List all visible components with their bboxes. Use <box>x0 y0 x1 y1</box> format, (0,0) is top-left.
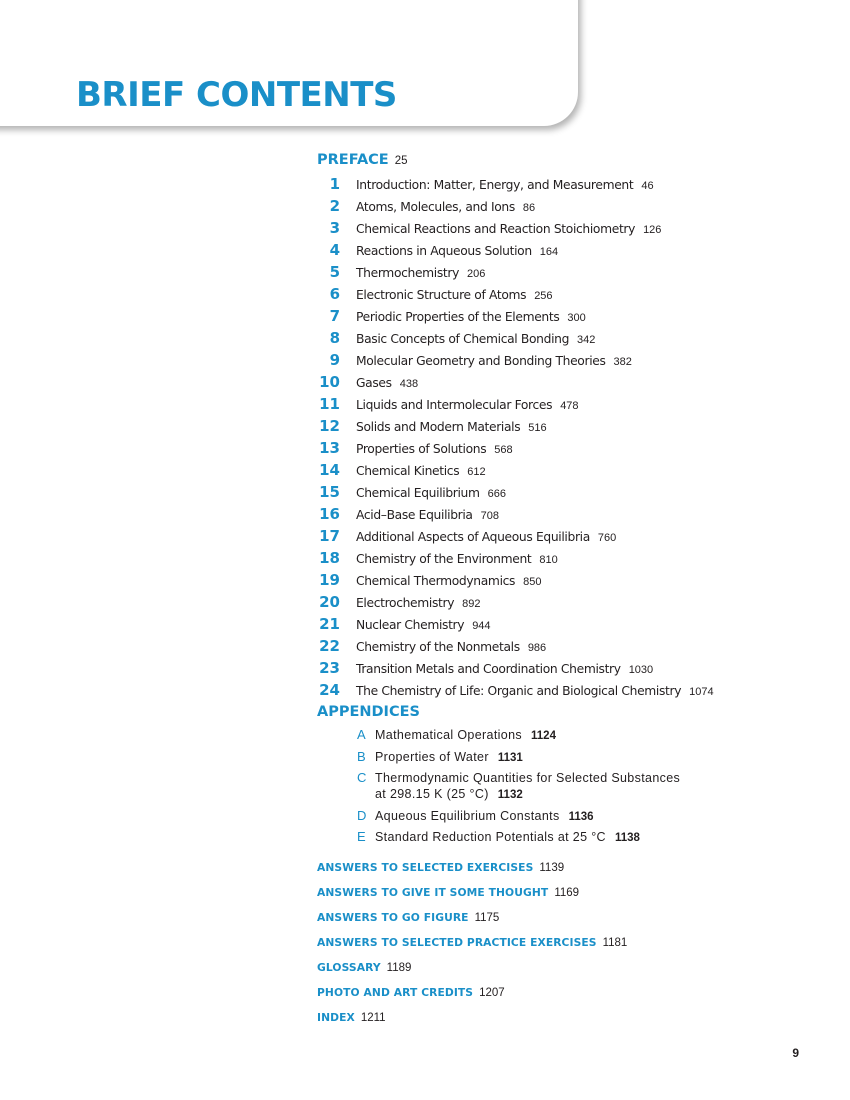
appendix-title-block <box>375 770 680 803</box>
chapter-number: 24 <box>319 681 340 699</box>
chapter-entry-24[interactable] <box>317 679 837 701</box>
appendix-title: Thermodynamic Quantities for Selected Substances <box>375 771 681 786</box>
back-matter-answers-to-selected-practice-exercises[interactable] <box>317 934 837 959</box>
appendix-page: 1131 <box>497 751 523 764</box>
chapter-title: Atoms, Molecules, and Ions <box>356 200 515 214</box>
chapter-number: 4 <box>329 241 340 259</box>
chapter-entry-8[interactable] <box>317 327 837 349</box>
preface-entry[interactable] <box>317 150 837 170</box>
chapter-entry-5[interactable] <box>317 261 837 283</box>
chapter-entry-1[interactable] <box>317 173 837 195</box>
chapter-page: 708 <box>480 510 499 522</box>
chapter-page: 382 <box>613 356 632 368</box>
appendix-title: Mathematical Operations <box>375 728 523 742</box>
chapter-page: 986 <box>527 642 547 654</box>
back-matter-glossary[interactable] <box>317 959 837 984</box>
back-matter-label: ANSWERS TO GIVE IT SOME THOUGHT <box>317 886 549 900</box>
chapter-page: 666 <box>487 488 506 500</box>
preface-page: 25 <box>394 155 408 167</box>
chapter-number: 11 <box>319 395 340 413</box>
appendix-entry-e[interactable] <box>357 829 837 846</box>
back-matter-label: INDEX <box>317 1011 355 1025</box>
chapter-title: Electrochemistry <box>356 596 455 610</box>
chapter-number: 9 <box>329 351 340 369</box>
chapter-page: 892 <box>462 598 481 610</box>
chapter-number: 18 <box>319 549 340 567</box>
chapter-title: Electronic Structure of Atoms <box>356 288 527 302</box>
back-matter-answers-to-go-figure[interactable] <box>317 909 837 934</box>
chapter-page: 612 <box>467 466 486 478</box>
back-matter-page: 1207 <box>479 987 505 1000</box>
back-matter-index[interactable] <box>317 1009 837 1034</box>
appendix-letter: C <box>357 770 367 786</box>
back-matter-list <box>317 859 837 1034</box>
chapter-number: 17 <box>319 527 340 545</box>
appendix-letter: B <box>357 748 366 764</box>
chapter-entry-13[interactable] <box>317 437 837 459</box>
appendix-page: 1124 <box>531 730 556 742</box>
chapter-title: The Chemistry of Life: Organic and Biological Chemistry <box>356 684 682 698</box>
chapter-title: Transition Metals and Coordination Chemistry <box>356 662 621 676</box>
chapter-title: Additional Aspects of Aqueous Equilibria <box>356 530 590 544</box>
chapter-title: Chemistry of the Environment <box>356 552 532 566</box>
back-matter-page: 1211 <box>360 1012 386 1025</box>
chapter-title: Gases <box>356 376 392 390</box>
appendix-page: 1132 <box>497 789 523 802</box>
chapter-page: 810 <box>539 554 558 566</box>
chapter-title: Chemical Kinetics <box>356 464 460 478</box>
appendix-list <box>357 727 837 846</box>
chapter-number: 15 <box>319 483 340 501</box>
chapter-entry-3[interactable] <box>317 217 837 239</box>
appendix-entry-b[interactable] <box>357 749 837 766</box>
chapter-entry-11[interactable] <box>317 393 837 415</box>
chapter-entry-17[interactable] <box>317 525 837 547</box>
appendix-letter: A <box>357 727 366 742</box>
chapter-number: 19 <box>319 571 340 589</box>
back-matter-label: ANSWERS TO SELECTED PRACTICE EXERCISES <box>317 936 597 950</box>
chapter-number: 12 <box>319 417 340 435</box>
back-matter-label: PHOTO AND ART CREDITS <box>317 986 474 1000</box>
chapter-page: 568 <box>494 444 513 456</box>
chapter-entry-15[interactable] <box>317 481 837 503</box>
appendix-title: Aqueous Equilibrium Constants <box>375 808 560 823</box>
chapter-number: 21 <box>319 615 340 633</box>
chapter-entry-10[interactable] <box>317 371 837 393</box>
table-of-contents <box>317 150 837 1034</box>
back-matter-label: ANSWERS TO GO FIGURE <box>317 911 469 925</box>
chapter-number: 10 <box>319 373 340 391</box>
chapter-entry-14[interactable] <box>317 459 837 481</box>
chapter-number: 8 <box>329 329 340 347</box>
appendix-title-block <box>375 727 556 744</box>
chapter-title: Chemical Equilibrium <box>356 486 480 500</box>
chapter-page: 760 <box>597 532 617 544</box>
preface-label: PREFACE <box>317 152 389 168</box>
appendix-title-block <box>375 749 523 766</box>
appendix-title: Standard Reduction Potentials at 25 °C <box>375 830 606 845</box>
chapter-title: Periodic Properties of the Elements <box>356 310 560 324</box>
appendix-title-line2: at 298.15 K (25 °C) 1132 <box>375 787 523 802</box>
chapter-number: 1 <box>329 175 340 193</box>
chapter-entry-12[interactable] <box>317 415 837 437</box>
chapter-page: 342 <box>577 334 596 346</box>
chapter-title: Nuclear Chemistry <box>356 618 465 632</box>
chapter-page: 478 <box>560 400 579 412</box>
page-number: 9 <box>792 1046 799 1060</box>
chapter-entry-9[interactable] <box>317 349 837 371</box>
chapter-page: 164 <box>539 246 559 258</box>
chapter-title: Basic Concepts of Chemical Bonding <box>356 332 570 346</box>
chapter-entry-21[interactable] <box>317 613 837 635</box>
appendices-heading: APPENDICES <box>317 704 420 720</box>
chapter-number: 7 <box>329 307 340 325</box>
chapter-entry-16[interactable] <box>317 503 837 525</box>
chapter-entry-23[interactable] <box>317 657 837 679</box>
chapter-entry-7[interactable] <box>317 305 837 327</box>
chapter-page: 46 <box>641 180 654 192</box>
chapter-entry-4[interactable] <box>317 239 837 261</box>
chapter-page: 1074 <box>689 686 714 698</box>
appendix-entry-d[interactable] <box>357 808 837 825</box>
appendix-entry-c[interactable] <box>357 770 837 803</box>
chapter-page: 300 <box>567 312 586 324</box>
chapter-page: 206 <box>467 268 486 280</box>
chapter-entry-19[interactable] <box>317 569 837 591</box>
back-matter-photo-and-art-credits[interactable] <box>317 984 837 1009</box>
chapter-page: 256 <box>534 290 553 302</box>
chapter-entry-18[interactable] <box>317 547 837 569</box>
chapter-entry-6[interactable] <box>317 283 837 305</box>
chapter-title: Chemical Thermodynamics <box>356 574 516 588</box>
chapter-number: 5 <box>329 263 340 281</box>
appendix-page: 1136 <box>568 810 594 823</box>
appendix-title-block <box>375 829 640 846</box>
page-title: BRIEF CONTENTS <box>76 75 397 115</box>
chapter-entry-22[interactable] <box>317 635 837 657</box>
chapter-title: Liquids and Intermolecular Forces <box>356 398 553 412</box>
chapter-page: 1030 <box>628 664 654 676</box>
appendix-letter: E <box>357 829 366 845</box>
chapter-number: 22 <box>319 637 340 655</box>
chapter-number: 14 <box>319 461 340 479</box>
back-matter-page: 1175 <box>474 912 500 925</box>
chapter-page: 850 <box>523 576 542 588</box>
chapter-number: 23 <box>319 659 340 677</box>
chapter-title: Chemistry of the Nonmetals <box>356 640 520 654</box>
chapter-title: Reactions in Aqueous Solution <box>356 244 532 258</box>
chapter-number: 3 <box>329 219 340 237</box>
back-matter-answers-to-selected-exercises[interactable] <box>317 859 837 884</box>
appendix-title: Properties of Water <box>375 749 489 764</box>
chapter-entry-20[interactable] <box>317 591 837 613</box>
chapter-page: 126 <box>643 224 662 236</box>
chapter-number: 2 <box>329 197 340 215</box>
appendix-page: 1138 <box>614 832 640 845</box>
chapter-page: 516 <box>528 422 547 434</box>
chapter-title: Solids and Modern Materials <box>356 420 521 434</box>
chapter-page: 86 <box>522 202 536 214</box>
back-matter-label: ANSWERS TO SELECTED EXERCISES <box>317 861 534 875</box>
chapter-number: 16 <box>319 505 340 523</box>
appendix-title-block <box>375 808 594 825</box>
back-matter-page: 1189 <box>386 962 412 975</box>
back-matter-page: 1181 <box>602 937 628 950</box>
back-matter-page: 1169 <box>554 887 580 900</box>
chapter-title: Thermochemistry <box>356 266 460 280</box>
appendix-entry-a[interactable] <box>357 727 837 744</box>
chapter-title: Molecular Geometry and Bonding Theories <box>356 354 606 368</box>
chapter-page: 438 <box>399 378 419 390</box>
back-matter-page: 1139 <box>539 862 565 875</box>
chapter-number: 20 <box>319 593 340 611</box>
chapter-title: Chemical Reactions and Reaction Stoichiometry <box>356 222 636 236</box>
back-matter-answers-to-give-it-some-thought[interactable] <box>317 884 837 909</box>
chapter-number: 6 <box>329 285 340 303</box>
chapter-list <box>317 173 837 701</box>
chapter-title: Introduction: Matter, Energy, and Measurement <box>356 178 634 192</box>
chapter-title: Properties of Solutions <box>356 442 487 456</box>
chapter-title: Acid–Base Equilibria <box>356 508 473 522</box>
appendix-letter: D <box>357 807 367 823</box>
chapter-number: 13 <box>319 439 340 457</box>
chapter-page: 944 <box>472 620 491 632</box>
back-matter-label: GLOSSARY <box>317 961 381 975</box>
chapter-entry-2[interactable] <box>317 195 837 217</box>
